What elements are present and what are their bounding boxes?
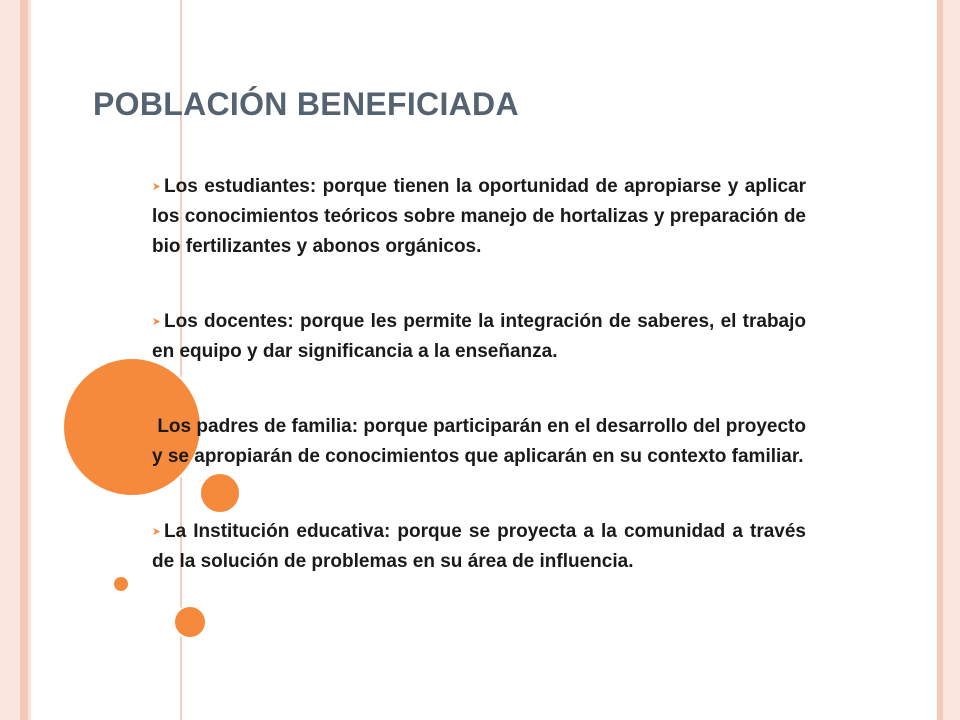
left-stripe-outer xyxy=(0,0,20,720)
bullet-teachers xyxy=(152,307,806,367)
arrow-bullet-icon xyxy=(152,527,161,536)
left-stripe-main xyxy=(20,0,28,720)
bullet-list xyxy=(152,172,812,577)
bullet-text: La Institución educativa: porque se proyecta a la comunidad a través de la solución de problemas en su área de influencia. xyxy=(152,521,806,572)
arrow-bullet-icon xyxy=(152,317,161,326)
small-circle xyxy=(114,577,128,591)
bullet-text: Los docentes: porque les permite la integración de saberes, el trabajo en equipo y dar significancia a la enseñanza. xyxy=(152,311,806,362)
bullet-text: Los padres de familia: porque participarán en el desarrollo del proyecto y se apropiarán de conocimientos que aplicarán en su contexto familiar. xyxy=(152,416,812,467)
bullet-parents xyxy=(152,412,812,472)
bullet-students xyxy=(152,172,806,262)
arrow-bullet-icon xyxy=(152,182,161,191)
slide-title: POBLACIÓN BENEFICIADA xyxy=(93,86,519,122)
left-stripe-inner xyxy=(28,0,31,720)
bullet-text: Los estudiantes: porque tienen la oportunidad de apropiarse y aplicar los conocimientos teóricos sobre manejo de hortalizas y preparación de bio fertilizantes y abonos orgánicos. xyxy=(152,176,806,257)
right-stripe-outer xyxy=(943,0,960,720)
lower-circle xyxy=(173,605,207,639)
bullet-institution xyxy=(152,517,806,577)
